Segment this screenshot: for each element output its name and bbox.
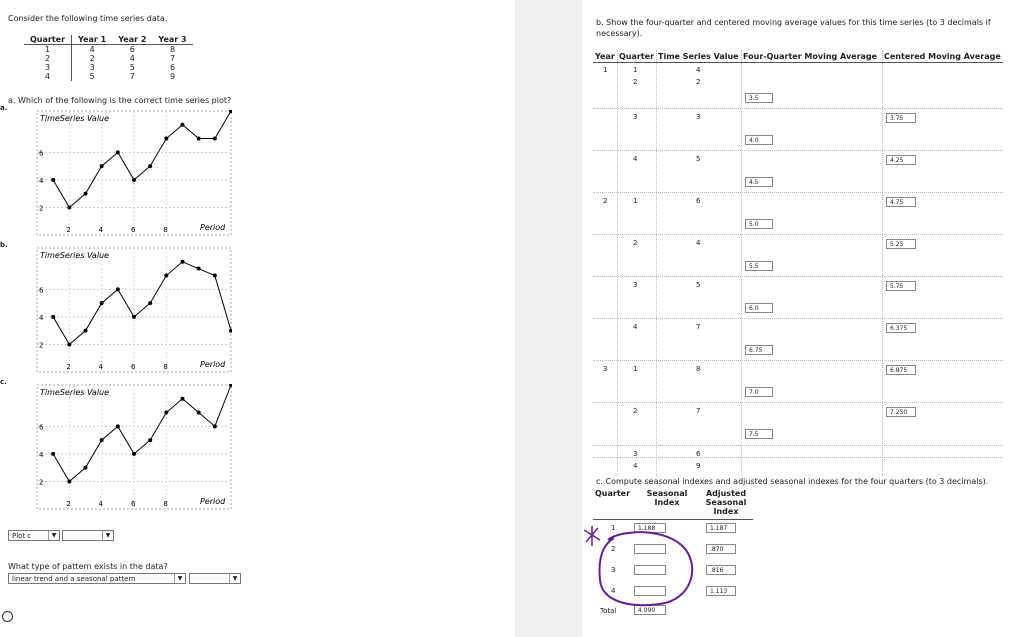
col-quarter-header: Quarter: [619, 52, 655, 61]
pb-cell-value: 6: [696, 197, 701, 205]
adjusted-seasonal-index: 1.113: [706, 586, 736, 596]
x-tick-label: 6: [131, 363, 136, 371]
chevron-down-icon: ▼: [229, 574, 240, 583]
table-cell: 7: [129, 72, 135, 81]
four-quarter-ma-input[interactable]: 6.75: [745, 345, 773, 355]
data-point: [51, 452, 55, 456]
total-value: 4.090: [634, 605, 666, 615]
plot-title: TimeSeries Value: [40, 251, 110, 260]
table-cell: 5: [89, 72, 95, 81]
data-point: [164, 137, 168, 141]
data-point: [100, 301, 104, 305]
plot-option-label: a.: [0, 104, 8, 112]
time-series-plot[interactable]: [36, 110, 232, 236]
data-point: [148, 301, 152, 305]
part-b-prompt: b. Show the four-quarter and centered moving average values for this time series (to 3 decimals if necessary).: [596, 18, 991, 38]
data-point: [164, 274, 168, 278]
table-cell: 4: [89, 45, 95, 54]
y-tick-label: 2: [39, 341, 44, 350]
table-cell: 4: [24, 72, 72, 81]
data-point: [181, 397, 185, 401]
pattern-question: What type of pattern exists in the data?: [8, 562, 168, 571]
table-row: [24, 54, 193, 63]
data-point: [116, 287, 120, 291]
pb-cell-value: 7: [696, 407, 701, 415]
table-cell: 3: [89, 63, 95, 72]
plot-select[interactable]: [8, 530, 60, 541]
x-axis-label: Period: [200, 497, 226, 506]
table-row: [24, 63, 193, 72]
table-cell: 1: [24, 45, 72, 55]
row-divider: [593, 192, 1003, 193]
pb-cell-value: 6: [696, 450, 701, 458]
x-tick-label: 8: [163, 500, 168, 508]
row-divider: [593, 108, 1003, 109]
data-point: [229, 384, 232, 387]
four-quarter-ma-input[interactable]: 5.0: [745, 219, 773, 229]
star-mark-icon: [584, 526, 600, 546]
time-series-plot[interactable]: [36, 247, 232, 373]
pb-cell-value: 2: [696, 78, 701, 86]
plot-select-secondary[interactable]: [62, 530, 114, 541]
x-tick-label: 8: [163, 226, 168, 234]
series-line: [53, 111, 231, 207]
data-point: [116, 424, 120, 428]
table-cell: 2: [24, 54, 72, 63]
four-quarter-ma-input[interactable]: 5.5: [745, 261, 773, 271]
pc-quarter: 1: [611, 524, 616, 532]
four-quarter-ma-input[interactable]: 6.0: [745, 303, 773, 313]
intro-text: Consider the following time series data.: [8, 14, 168, 23]
centered-ma-input[interactable]: 5.75: [886, 281, 916, 291]
table-cell: 3: [24, 63, 72, 72]
col-year3: Year 3: [152, 35, 192, 45]
col-value-header: Time Series Value: [658, 52, 739, 61]
four-quarter-ma-input[interactable]: 7.0: [745, 387, 773, 397]
circle-mark: [600, 532, 693, 605]
y-tick-label: 4: [39, 450, 44, 459]
data-point: [229, 329, 232, 333]
x-axis-label: Period: [200, 360, 226, 369]
table-cell: 8: [169, 45, 176, 54]
pb-cell-quarter: 1: [633, 197, 638, 205]
pc-quarter: 4: [611, 587, 616, 595]
pb-cell-year: 1: [603, 66, 608, 74]
data-point: [148, 438, 152, 442]
data-point: [84, 329, 88, 333]
pc-quarter: 3: [611, 566, 616, 574]
data-point: [148, 164, 152, 168]
data-point: [84, 466, 88, 470]
data-point: [132, 452, 136, 456]
row-divider: [593, 445, 1003, 446]
pb-cell-quarter: 3: [633, 281, 638, 289]
data-point: [51, 315, 55, 319]
x-axis-label: Period: [200, 223, 226, 232]
x-tick-label: 4: [98, 363, 104, 371]
col-year1: Year 1: [72, 35, 113, 45]
col-quarter: Quarter: [24, 35, 72, 45]
pb-cell-value: 8: [696, 365, 701, 373]
col-year-header: Year: [595, 52, 615, 61]
data-point: [67, 342, 71, 346]
x-tick-label: 2: [66, 226, 71, 234]
grid-line: [617, 50, 618, 476]
x-tick-label: 2: [66, 500, 71, 508]
data-point: [100, 438, 104, 442]
data-point: [213, 274, 217, 278]
four-quarter-ma-input[interactable]: 3.5: [745, 93, 773, 103]
adjusted-seasonal-index: 1.187: [706, 523, 736, 533]
pb-cell-value: 4: [696, 239, 701, 247]
plot-title: TimeSeries Value: [40, 388, 110, 397]
row-divider: [593, 318, 1003, 319]
row-divider: [593, 402, 1003, 403]
plot-option-label: b.: [0, 241, 8, 249]
pb-cell-value: 9: [696, 462, 701, 470]
table-row: [24, 72, 193, 81]
pb-cell-year: 3: [603, 365, 608, 373]
centered-ma-input[interactable]: 4.25: [886, 155, 916, 165]
row-divider: [593, 360, 1003, 361]
grid-line: [741, 50, 742, 476]
seasonal-index-input[interactable]: 1.188: [634, 523, 666, 533]
chevron-down-icon: ▼: [174, 574, 185, 583]
row-divider: [593, 150, 1003, 151]
series-line: [53, 262, 231, 345]
data-point: [84, 192, 88, 196]
part-c-prompt: c. Compute seasonal indexes and adjusted seasonal indexes for the four quarters (to 3 decimals).: [596, 477, 989, 486]
data-point: [67, 479, 71, 483]
plot-title: TimeSeries Value: [40, 114, 110, 123]
pb-cell-quarter: 2: [633, 239, 638, 247]
total-label: Total: [600, 607, 617, 615]
pc-col-adjusted: Adjusted Seasonal Index: [705, 489, 747, 516]
pb-cell-value: 4: [696, 66, 701, 74]
pb-cell-value: 5: [696, 155, 701, 163]
centered-ma-input[interactable]: 3.75: [886, 113, 916, 123]
header-divider: [593, 62, 1003, 63]
y-tick-label: 6: [39, 286, 44, 295]
table-cell: 6: [129, 45, 135, 54]
plot-option-label: c.: [0, 378, 7, 386]
page-divider: [515, 0, 582, 637]
circle-icon: [2, 611, 13, 622]
data-point: [181, 260, 185, 264]
pattern-select-secondary[interactable]: [189, 573, 241, 584]
data-point: [116, 150, 120, 154]
table-row: [24, 45, 193, 55]
grid-line: [656, 50, 657, 476]
pattern-select[interactable]: [8, 573, 186, 584]
four-quarter-ma-input[interactable]: 4.0: [745, 135, 773, 145]
time-series-plot[interactable]: [36, 384, 232, 510]
pc-col-seasonal: Seasonal Index: [646, 489, 688, 507]
handwritten-annotation: [578, 520, 703, 610]
x-tick-label: 2: [66, 363, 71, 371]
row-divider: [593, 276, 1003, 277]
y-tick-label: 2: [39, 478, 44, 487]
pb-cell-year: 2: [603, 197, 608, 205]
pb-cell-quarter: 4: [633, 462, 638, 470]
x-tick-label: 6: [131, 500, 136, 508]
col-year2: Year 2: [112, 35, 152, 45]
table-cell: 7: [169, 54, 176, 63]
data-point: [164, 411, 168, 415]
data-point: [181, 123, 185, 127]
series-line: [53, 385, 231, 481]
pb-cell-value: 5: [696, 281, 701, 289]
data-table: [24, 35, 193, 81]
data-point: [197, 267, 201, 271]
pb-cell-quarter: 4: [633, 155, 638, 163]
data-point: [229, 110, 232, 113]
pb-cell-quarter: 2: [633, 407, 638, 415]
pb-cell-value: 7: [696, 323, 701, 331]
table-cell: 4: [129, 54, 135, 63]
pb-cell-quarter: 1: [633, 66, 638, 74]
pb-cell-quarter: 3: [633, 450, 638, 458]
col-centered-header: Centered Moving Average: [884, 52, 1001, 61]
y-tick-label: 2: [39, 204, 44, 213]
centered-ma-input[interactable]: 4.75: [886, 197, 916, 207]
pb-cell-quarter: 4: [633, 323, 638, 331]
col-fourq-header: Four-Quarter Moving Average: [743, 52, 878, 61]
part-a-question: a. Which of the following is the correct time series plot?: [8, 96, 232, 105]
data-point: [213, 137, 217, 141]
centered-ma-input[interactable]: 6.375: [886, 323, 916, 333]
centered-ma-input[interactable]: 6.875: [886, 365, 916, 375]
pb-cell-quarter: 3: [633, 113, 638, 121]
y-tick-label: 6: [39, 423, 44, 432]
x-tick-label: 8: [163, 363, 168, 371]
four-quarter-ma-input[interactable]: 7.5: [745, 429, 773, 439]
centered-ma-input[interactable]: 5.25: [886, 239, 916, 249]
pb-cell-quarter: 1: [633, 365, 638, 373]
adjusted-seasonal-index: .870: [706, 544, 736, 554]
x-tick-label: 4: [98, 226, 104, 234]
pb-cell-value: 3: [696, 113, 701, 121]
data-point: [197, 411, 201, 415]
x-tick-label: 6: [131, 226, 136, 234]
data-point: [197, 137, 201, 141]
chevron-down-icon: ▼: [48, 531, 59, 540]
data-point: [213, 424, 217, 428]
data-point: [132, 178, 136, 182]
y-tick-label: 4: [39, 313, 44, 322]
pb-cell-quarter: 2: [633, 78, 638, 86]
y-tick-label: 4: [39, 176, 44, 185]
table-cell: 2: [89, 54, 95, 63]
table-cell: 6: [169, 63, 176, 72]
plot-select-value: Plot c: [12, 532, 32, 540]
pc-quarter: 2: [611, 545, 616, 553]
adjusted-seasonal-index: .816: [706, 565, 736, 575]
pc-col-quarter: Quarter: [595, 489, 631, 498]
row-divider: [593, 234, 1003, 235]
centered-ma-input[interactable]: 7.250: [886, 407, 916, 417]
chevron-down-icon: ▼: [102, 531, 113, 540]
data-point: [132, 315, 136, 319]
x-tick-label: 4: [98, 500, 104, 508]
data-point: [51, 178, 55, 182]
y-tick-label: 6: [39, 149, 44, 158]
data-point: [100, 164, 104, 168]
row-divider: [593, 457, 1003, 458]
pattern-select-value: linear trend and a seasonal pattern: [12, 575, 136, 583]
data-point: [67, 205, 71, 209]
table-cell: 5: [129, 63, 135, 72]
table-cell: 9: [169, 72, 176, 81]
grid-line: [882, 50, 883, 476]
four-quarter-ma-input[interactable]: 4.5: [745, 177, 773, 187]
